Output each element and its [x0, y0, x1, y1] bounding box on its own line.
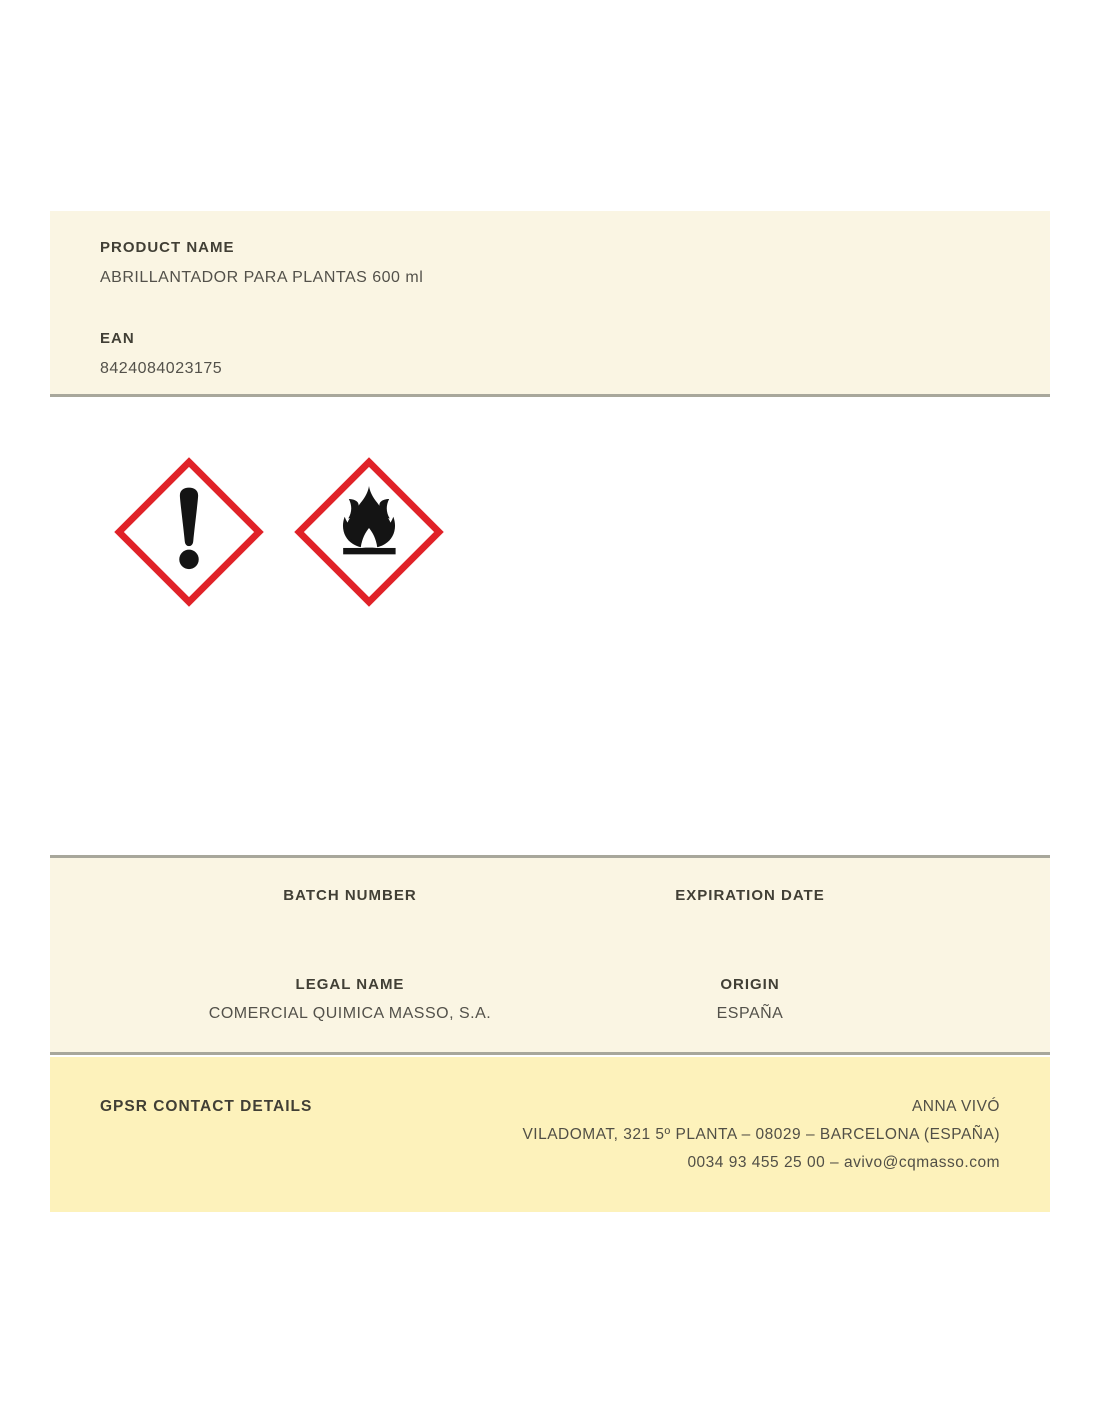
- origin-label: ORIGIN: [720, 976, 780, 993]
- product-name-label: PRODUCT NAME: [100, 239, 235, 256]
- batch-number-label: BATCH NUMBER: [283, 887, 417, 904]
- gpsr-contact-phone-email: 0034 93 455 25 00 – avivo@cqmasso.com: [687, 1154, 1000, 1171]
- product-name-value: ABRILLANTADOR PARA PLANTAS 600 ml: [100, 269, 424, 286]
- details-grid: [150, 886, 950, 1024]
- origin-field: [550, 975, 950, 1024]
- ean-value: 8424084023175: [100, 360, 223, 377]
- gpsr-contact-block: [522, 1093, 1000, 1177]
- gpsr-contact-address: VILADOMAT, 321 5º PLANTA – 08029 – BARCELONA (ESPAÑA): [522, 1126, 1000, 1143]
- expiration-date-field: [550, 886, 950, 975]
- ean-label: EAN: [100, 330, 135, 347]
- legal-name-value: COMERCIAL QUIMICA MASSO, S.A.: [208, 1005, 492, 1022]
- expiration-date-label: EXPIRATION DATE: [675, 887, 825, 904]
- origin-value: ESPAÑA: [716, 1005, 784, 1022]
- gpsr-contact-title: GPSR CONTACT DETAILS: [100, 1098, 313, 1115]
- batch-number-field: [150, 886, 550, 975]
- details-card: [50, 855, 1050, 1055]
- ean-field: [100, 329, 1000, 379]
- exclamation-mark-hazard-icon: [113, 456, 265, 608]
- gpsr-contact-card: [50, 1057, 1050, 1212]
- product-name-field: [100, 238, 1000, 288]
- flame-hazard-icon: [293, 456, 445, 608]
- product-card: [50, 211, 1050, 397]
- legal-name-field: [150, 975, 550, 1024]
- hazard-pictogram-row: [113, 456, 445, 608]
- gpsr-contact-name: ANNA VIVÓ: [911, 1098, 1000, 1115]
- legal-name-label: LEGAL NAME: [295, 976, 405, 993]
